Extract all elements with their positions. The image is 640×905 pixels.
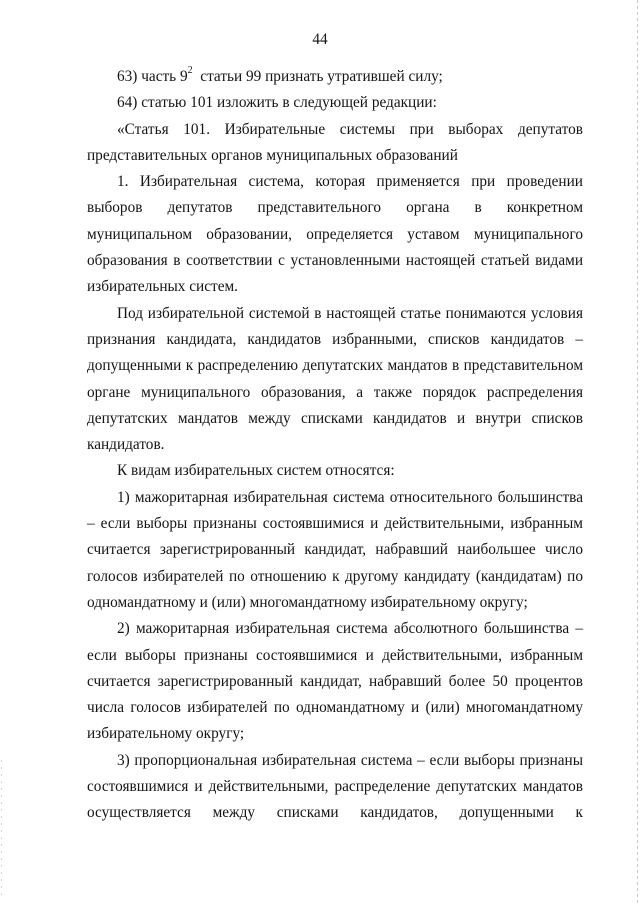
page-number: 44 bbox=[312, 31, 328, 48]
paragraph-electoral-system-definition: Под избирательной системой в настоящей статье понимаются условия признания кандидата, кандидатов избранными, списков кандидатов – допущенными к распределению депутатских мандатов в представительном органе муниципального образования, а также порядок распределения депутатских мандатов между списками кандидатов и внутри списков кандидатов. bbox=[87, 304, 583, 454]
scan-edge-left bbox=[1, 760, 2, 900]
paragraph-type-1-relative-majority: 1) мажоритарная избирательная система относительного большинства – если выборы признаны состоявшимися и действительными, избранным считается зарегистрированный кандидат, набравший наибольшее число голосов избирателей по отношению к другому кандидату (кандидатам) по одномандатному и (или) многомандатному избирательному округу; bbox=[87, 488, 583, 611]
scan-edge-right bbox=[637, 0, 638, 905]
paragraph-type-2-absolute-majority: 2) мажоритарная избирательная система абсолютного большинства – если выборы признаны состоявшимися и действительными, избранным считается зарегистрированный кандидат, набравший более 50 процентов числа голосов избирателей по одномандатному и (или) многомандатному избирательному округу; bbox=[87, 620, 583, 743]
paragraph-63-suffix: статьи 99 признать утратившей силу; bbox=[192, 68, 443, 85]
article-101-heading: «Статья 101. Избирательные системы при выборах депутатов представительных органов муниципальных образований bbox=[87, 120, 583, 164]
paragraph-63-prefix: 63) часть 9 bbox=[117, 68, 188, 85]
paragraph-63-superscript: 2 bbox=[187, 64, 193, 76]
paragraph-type-3-proportional: 3) пропорциональная избирательная система – если выборы признаны состоявшимися и действительными, распределение депутатских мандатов осуществляется между списками кандидатов, допущенными к bbox=[87, 751, 583, 822]
paragraph-types-intro: К видам избирательных систем относятся: bbox=[117, 462, 395, 480]
document-body bbox=[87, 64, 583, 827]
paragraph-item-64: 64) статью 101 изложить в следующей редакции: bbox=[117, 94, 437, 112]
paragraph-article-101-part-1: 1. Избирательная система, которая применяется при проведении выборов депутатов представительного органа в конкретном муниципальном образовании, определяется уставом муниципального образования в соответствии с установленными настоящей статьей видами избирательных систем. bbox=[87, 173, 583, 296]
paragraph-item-63 bbox=[87, 64, 583, 90]
